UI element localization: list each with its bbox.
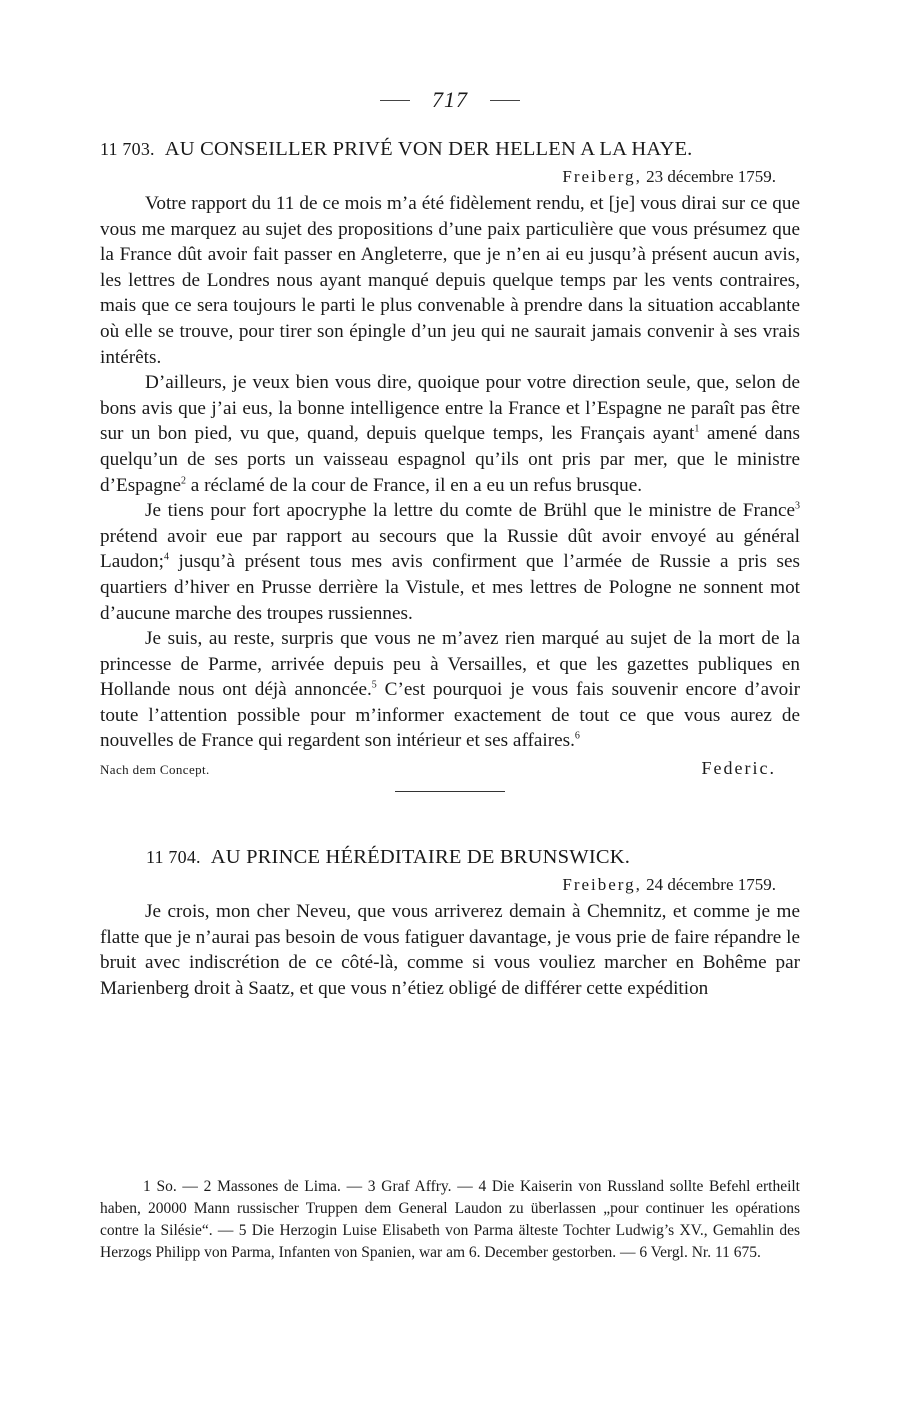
footnotes: 1 So. — 2 Massones de Lima. — 3 Graf Affry. — 4 Die Kaiserin von Russland sollte Befehl ertheilt haben, 20000 Mann russischer Truppen dem General Laudon zu überlassen „pour continuer les opérations contre la Silésie“. — 5 Die Herzogin Luise Elisabeth von Parma älteste Tochter Ludwig’s XV., Gemahlin des Herzogs Philipp von Parma, Infanten von Spanien, war am 6. December gestorben. — 6 Vergl. Nr. 11 675. bbox=[100, 1178, 800, 1261]
paragraph: Je suis, au reste, surpris que vous ne m’avez rien marqué au sujet de la mort de la princesse de Parme, arrivée depuis peu à Versailles, et que les gazettes publiques en Hollande nous ont déjà annoncée.$^5$ C’est pourquoi je vous fais souvenir encore d’avoir toute l’attention possible pour m’informer exactement de tout ce que vous aurez de nouvelles de France qui regardent son intérieur et ses affaires.$^6$ bbox=[100, 628, 800, 752]
footnote-ref: 1 bbox=[694, 423, 700, 435]
footnote-ref: 2 bbox=[181, 475, 186, 487]
page-header bbox=[100, 80, 800, 120]
letter-place: Freiberg, bbox=[562, 167, 642, 186]
footnote-ref: 3 bbox=[795, 500, 800, 512]
letter-date: 23 décembre 1759. bbox=[646, 167, 776, 186]
page-number: 717 bbox=[432, 87, 468, 112]
page bbox=[100, 80, 800, 1001]
letter-heading bbox=[100, 138, 800, 161]
letter-place: Freiberg, bbox=[562, 875, 642, 895]
paragraph: Votre rapport du 11 de ce mois m’a été fidèlement rendu, et [je] vous dirai sur ce que vous me marquez au sujet des propositions d’une paix particulière que vous présumez que la France dût avoir fait passer en Angleterre, que je n’en ai eu jusqu’à présent aucun avis, les lettres de Londres nous ayant manqué depuis quelque temps par les vents contraires, mais que ce sera toujours le parti le plus convenable à prendre dans la situation accablante où elle se trouve, pour tirer son épingle d’un jeu qui ne saurait jamais convenir à ses vrais intérêts. bbox=[100, 193, 800, 368]
letter-body bbox=[100, 191, 800, 754]
letter-title: AU PRINCE HÉRÉDITAIRE DE BRUNSWICK. bbox=[210, 846, 631, 869]
header-rule-right bbox=[490, 100, 520, 101]
paragraph: Je tiens pour fort apocryphe la lettre du comte de Brühl que le ministre de France$^3$ prétend avoir eue par rapport au secours que la Russie dût avoir envoyé au général Laudon;$^4$ jusqu’à présent tous mes avis confirment que l’armée de Russie a pris ses quartiers d’hiver en Prusse derrière la Vistule, et mes lettres de Pologne ne sonnent mot d’aucune marche des troupes russiennes. bbox=[100, 500, 800, 624]
letter-dateline bbox=[100, 167, 776, 187]
source-note: Nach dem Concept. bbox=[100, 762, 210, 778]
letter-number: 11 703. bbox=[100, 139, 155, 159]
letter-heading bbox=[100, 846, 800, 869]
header-rule-left bbox=[380, 100, 410, 101]
footnote-ref: 4 bbox=[163, 551, 169, 563]
paragraph: Je crois, mon cher Neveu, que vous arriverez demain à Chemnitz, et comme je me flatte que je n’aurai pas besoin de vous fatiguer davantage, je vous prie de faire répandre le bruit avec indiscrétion de ce côté-là, comme si vous vouliez marcher en Bohême par Marienberg droit à Saatz, et que vous n’étiez obligé de différer cette expédition bbox=[100, 901, 800, 999]
signature: Federic. bbox=[701, 758, 776, 779]
paragraph: D’ailleurs, je veux bien vous dire, quoique pour votre direction seule, que, selon de bons avis que j’ai eus, la bonne intelligence entre la France et l’Espagne ne paraît pas être sur un bon pied, vu que, quand, depuis quelque temps, les Français ayant$^1$ amené dans quelqu’un de ses ports un vaisseau espagnol qu’ils ont pris par mer, que le ministre d’Espagne$^2$ a réclamé de la cour de France, il en a eu un refus brusque. bbox=[100, 372, 800, 496]
letter-date: 24 décembre 1759. bbox=[646, 875, 776, 895]
signature-row bbox=[100, 758, 800, 779]
footnote-ref: 6 bbox=[574, 731, 580, 743]
letter-dateline bbox=[100, 875, 776, 895]
letter-title: AU CONSEILLER PRIVÉ VON DER HELLEN A LA HAYE. bbox=[164, 138, 693, 160]
letter-number: 11 704. bbox=[146, 847, 201, 868]
footnote-ref: 5 bbox=[371, 679, 377, 691]
letter-body bbox=[100, 899, 800, 1001]
